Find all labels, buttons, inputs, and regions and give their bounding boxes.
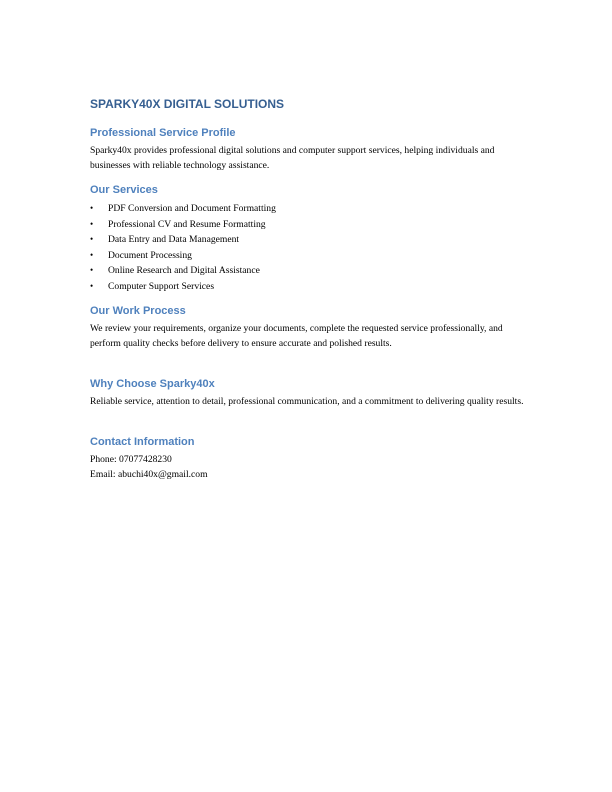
- why-heading: Why Choose Sparky40x: [90, 378, 215, 390]
- list-item: [90, 248, 530, 264]
- contact-phone: Phone: 07077428230: [90, 454, 172, 465]
- bullet-icon: •: [90, 280, 94, 291]
- section-profile: [90, 126, 530, 173]
- service-item-label: PDF Conversion and Document Formatting: [108, 203, 276, 214]
- bullet-icon: •: [90, 249, 94, 260]
- service-item-label: Online Research and Digital Assistance: [108, 265, 260, 277]
- service-item-label: Computer Support Services: [108, 280, 215, 292]
- service-item-label: Document Processing: [108, 249, 192, 261]
- list-item: [90, 217, 530, 233]
- list-item: [90, 263, 530, 279]
- section-process: [90, 304, 530, 351]
- service-item-label: Data Entry and Data Management: [108, 234, 240, 246]
- contact-heading: Contact Information: [90, 436, 195, 448]
- service-item-label: Professional CV and Resume Formatting: [108, 218, 266, 230]
- bullet-icon: •: [90, 234, 94, 245]
- section-services: [90, 183, 530, 295]
- why-text: Reliable service, attention to detail, professional communication, and a commitment to delivering quality results.: [90, 396, 524, 407]
- bullet-icon: •: [90, 265, 94, 276]
- document-page: [90, 96, 530, 480]
- section-why: [90, 377, 530, 410]
- services-list: [90, 201, 530, 295]
- contact-email: Email: abuchi40x@gmail.com: [90, 468, 208, 480]
- profile-text: Sparky40x provides professional digital solutions and computer support services, helping individuals and businesses with reliable technology assistance.: [90, 145, 495, 171]
- process-text: We review your requirements, organize your documents, complete the requested service professionally, and perform quality checks before delivery to ensure accurate and polished results.: [90, 323, 503, 349]
- section-contact: [90, 435, 530, 482]
- list-item: [90, 279, 530, 295]
- document-title: SPARKY40X DIGITAL SOLUTIONS: [90, 97, 285, 111]
- profile-heading: Professional Service Profile: [90, 127, 236, 139]
- process-heading: Our Work Process: [90, 305, 186, 317]
- list-item: [90, 201, 530, 217]
- list-item: [90, 232, 530, 248]
- bullet-icon: •: [90, 218, 94, 229]
- bullet-icon: •: [90, 203, 94, 213]
- services-heading: Our Services: [90, 184, 158, 196]
